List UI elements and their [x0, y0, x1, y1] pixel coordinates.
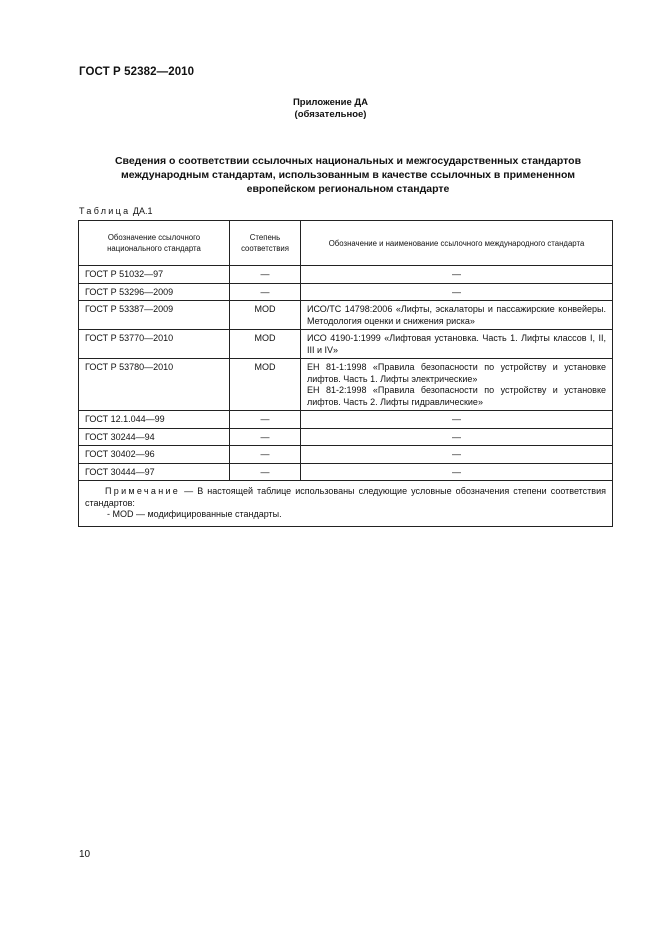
- cell-national: ГОСТ Р 53387—2009: [79, 301, 230, 330]
- note-body: — В настоящей таблице использованы следующие условные обозначения степени соответствия стандартов:: [85, 486, 606, 508]
- document-code: ГОСТ Р 52382—2010: [79, 66, 195, 78]
- intl-standard-part-1: ЕН 81-1:1998 «Правила безопасности по устройству и установке лифтов. Часть 1. Лифты электрические»: [307, 362, 606, 384]
- table-row: [79, 359, 613, 411]
- cell-degree: —: [230, 446, 301, 464]
- table-row: [79, 463, 613, 481]
- cell-degree: —: [230, 411, 301, 429]
- header-international-standard: Обозначение и наименование ссылочного международного стандарта: [301, 221, 613, 266]
- cell-national: ГОСТ 30244—94: [79, 428, 230, 446]
- table-row: [79, 330, 613, 359]
- table-row: [79, 283, 613, 301]
- cell-national: ГОСТ 30402—96: [79, 446, 230, 464]
- table-header-row: [79, 221, 613, 266]
- cell-international: —: [301, 463, 613, 481]
- cell-degree: MOD: [230, 330, 301, 359]
- page-number: 10: [79, 849, 91, 860]
- cell-international: ИСО/ТС 14798:2006 «Лифты, эскалаторы и пассажирские конвейеры. Методология оценки и снижения риска»: [301, 301, 613, 330]
- cell-degree: MOD: [230, 359, 301, 411]
- table-caption: [79, 206, 153, 216]
- table-row: [79, 446, 613, 464]
- table-row: [79, 266, 613, 284]
- cell-degree: —: [230, 463, 301, 481]
- cell-international: —: [301, 266, 613, 284]
- annex-title: Приложение ДА: [292, 97, 369, 108]
- cell-degree: —: [230, 283, 301, 301]
- cell-degree: MOD: [230, 301, 301, 330]
- correspondence-table: [78, 220, 613, 527]
- header-degree: Степень соответствия: [230, 221, 301, 266]
- cell-national: ГОСТ 30444—97: [79, 463, 230, 481]
- note-item: - MOD — модифицированные стандарты.: [107, 509, 282, 519]
- cell-international: —: [301, 411, 613, 429]
- cell-national: ГОСТ Р 53296—2009: [79, 283, 230, 301]
- table-note: [79, 481, 613, 527]
- table-note-row: [79, 481, 613, 527]
- cell-international: —: [301, 283, 613, 301]
- note-label: Примечание: [105, 486, 181, 496]
- table-caption-word: Таблица: [79, 206, 131, 216]
- title-line-2: международным стандартам, использованным в качестве ссылочных в примененном: [120, 169, 576, 181]
- annex-status: (обязательное): [294, 109, 367, 120]
- cell-international: [301, 359, 613, 411]
- title-line-1: Сведения о соответствии ссылочных национальных и межгосударственных стандартов: [114, 155, 582, 167]
- table-row: [79, 411, 613, 429]
- header-national-standard: Обозначение ссылочного национального стандарта: [79, 221, 230, 266]
- note-text: [85, 486, 606, 509]
- annex-heading: [0, 97, 661, 121]
- cell-national: ГОСТ 12.1.044—99: [79, 411, 230, 429]
- section-title: [88, 154, 608, 196]
- title-line-3: европейском региональном стандарте: [246, 183, 450, 195]
- cell-degree: —: [230, 266, 301, 284]
- cell-international: ИСО 4190-1:1999 «Лифтовая установка. Часть 1. Лифты классов I, II, III и IV»: [301, 330, 613, 359]
- intl-standard-part-2: ЕН 81-2:1998 «Правила безопасности по устройству и установке лифтов. Часть 2. Лифты гидравлические»: [307, 385, 606, 407]
- table-row: [79, 428, 613, 446]
- cell-international: —: [301, 446, 613, 464]
- cell-degree: —: [230, 428, 301, 446]
- cell-national: ГОСТ Р 51032—97: [79, 266, 230, 284]
- table-row: [79, 301, 613, 330]
- cell-national: ГОСТ Р 53770—2010: [79, 330, 230, 359]
- table-caption-number: ДА.1: [132, 206, 153, 216]
- cell-national: ГОСТ Р 53780—2010: [79, 359, 230, 411]
- cell-international: —: [301, 428, 613, 446]
